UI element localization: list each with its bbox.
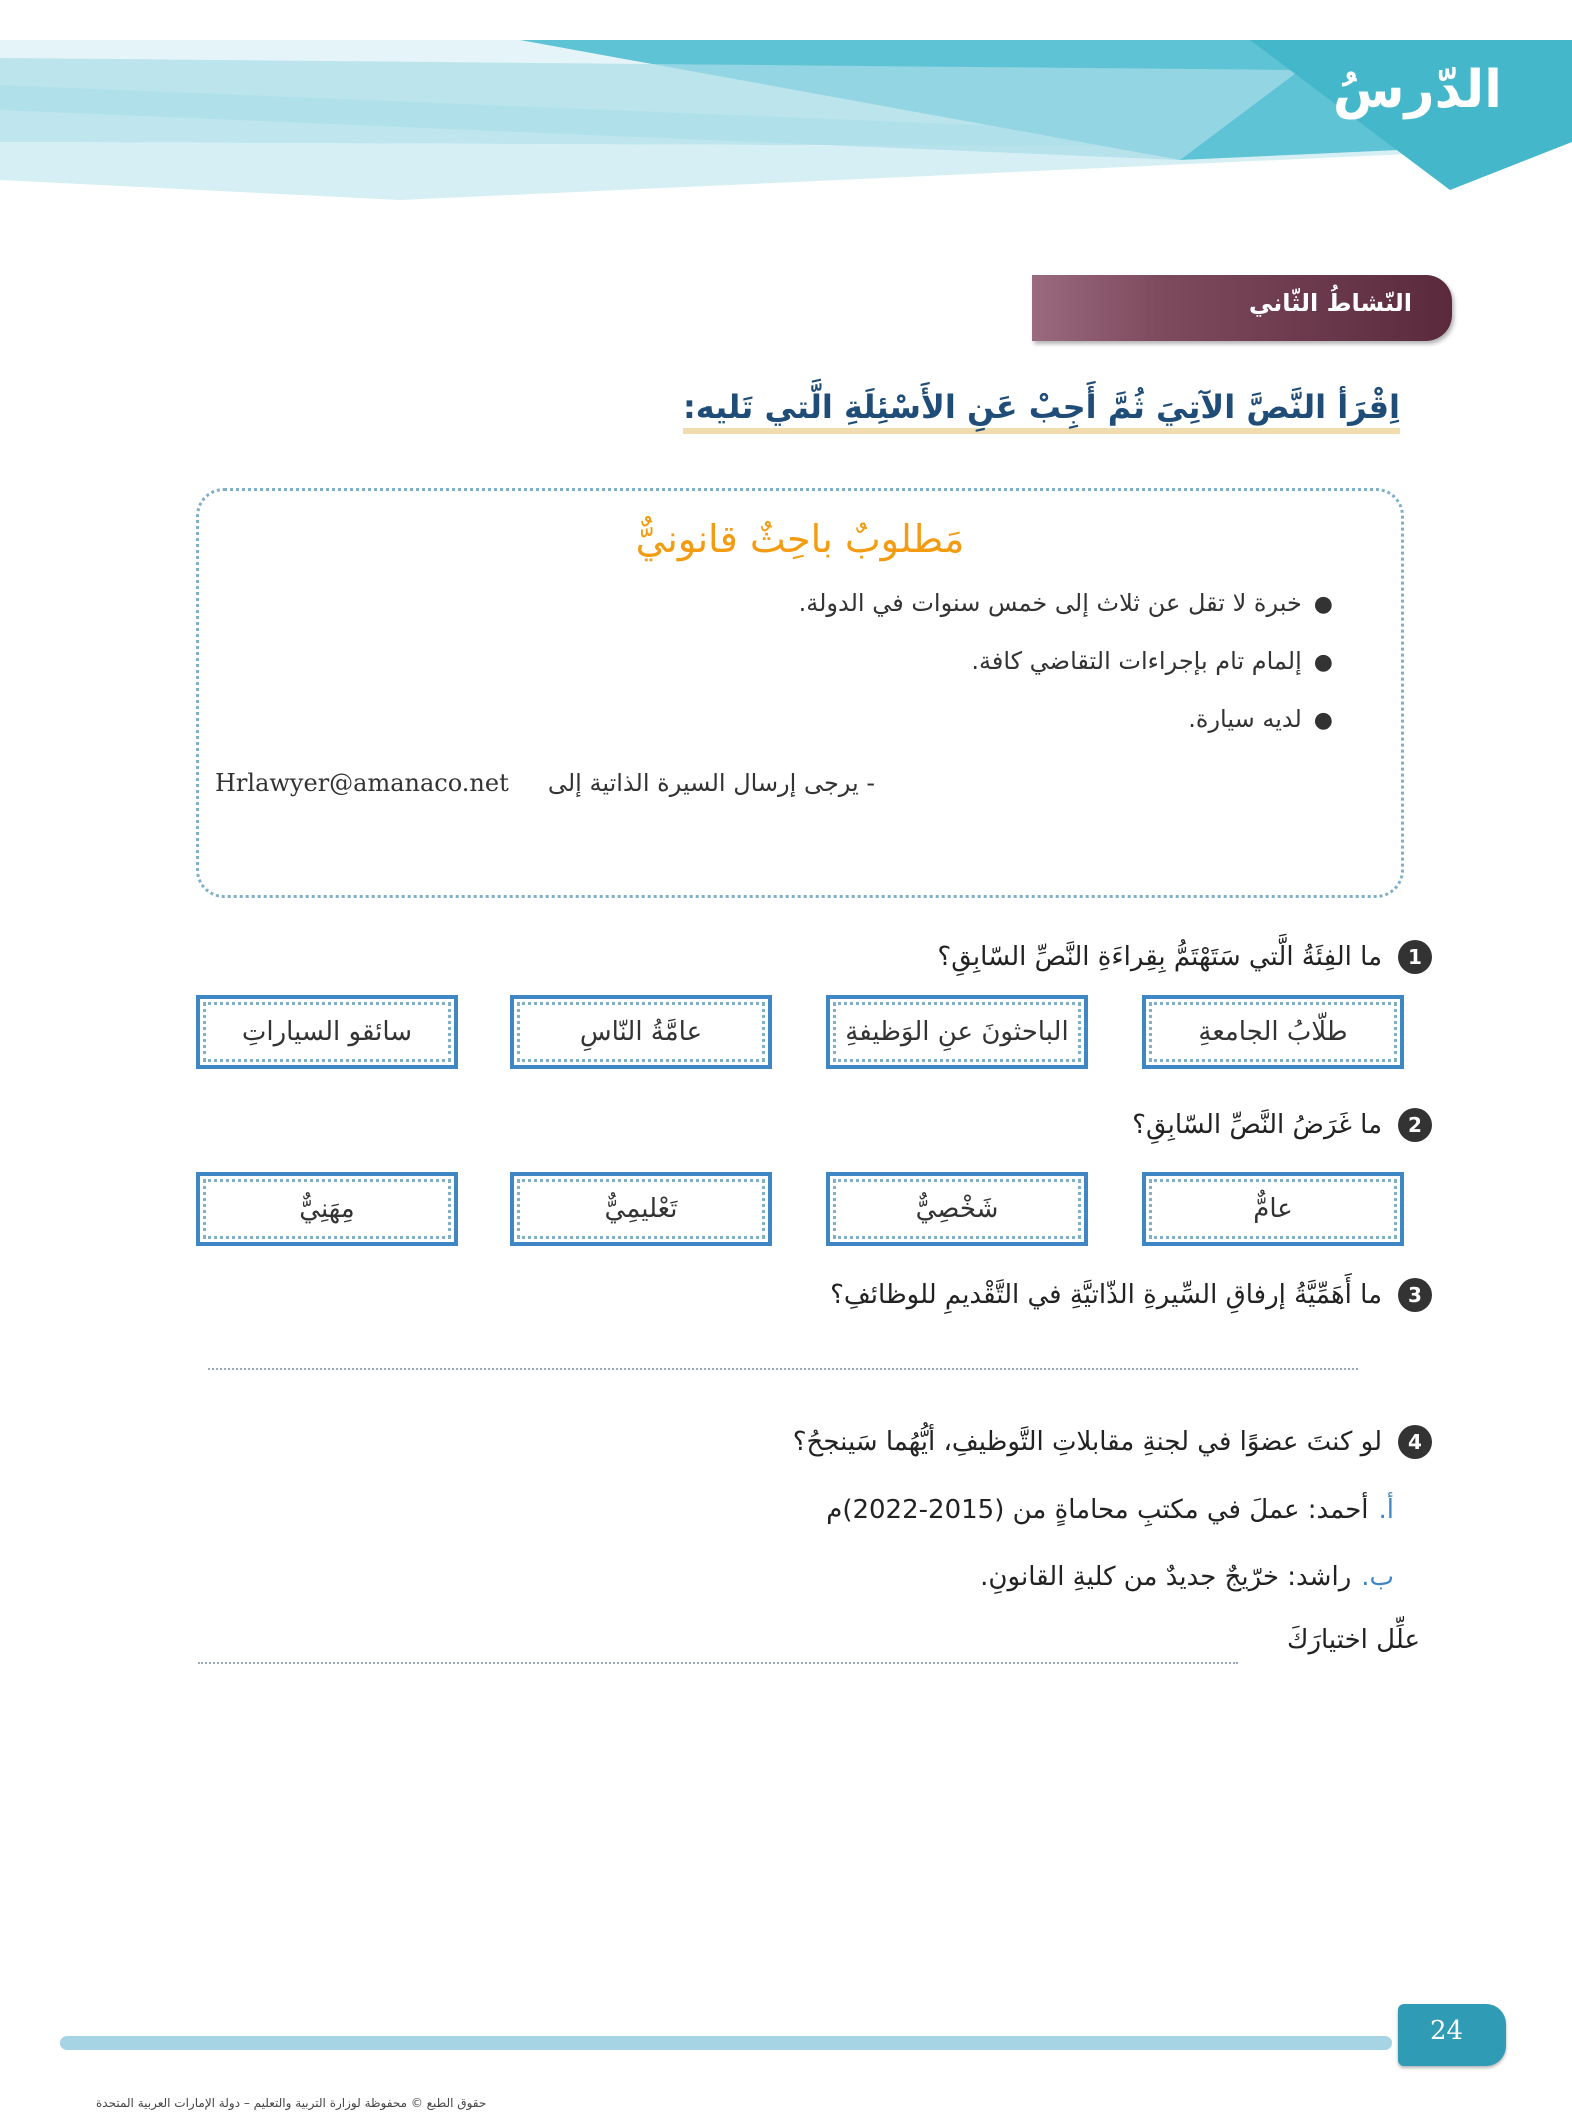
bullet-icon: ● bbox=[1313, 650, 1333, 675]
option-box[interactable]: الباحثونَ عنِ الوَظيفةِ bbox=[826, 995, 1088, 1069]
activity-tab bbox=[1032, 275, 1452, 341]
option-box[interactable]: سائقو السياراتِ bbox=[196, 995, 458, 1069]
activity-label: النّشاطُ الثّاني bbox=[1248, 289, 1412, 317]
bullet-icon: ● bbox=[1313, 592, 1333, 617]
reason-prompt: علِّل اختيارَكَ bbox=[1287, 1625, 1420, 1655]
choice-label: ب. bbox=[1361, 1562, 1394, 1592]
question-4 bbox=[793, 1425, 1432, 1459]
ad-item: ●خبرة لا تقل عن ثلاث إلى خمس سنوات في الدولة. bbox=[798, 589, 1333, 617]
choice-text: راشد: خرّيجٌ جديدٌ من كليةِ القانونِ. bbox=[980, 1562, 1352, 1592]
question-number-badge: 2 bbox=[1398, 1108, 1432, 1142]
ad-title: مَطلوبٌ باحِثٌ قانونيٌّ bbox=[635, 517, 965, 561]
choice-text: أحمد: عملَ في مكتبِ محاماةٍ من (2015-2022)م bbox=[826, 1495, 1369, 1525]
page-number: 24 bbox=[1430, 2016, 1464, 2046]
option-box[interactable]: عامَّةُ النّاسِ bbox=[510, 995, 772, 1069]
option-box[interactable]: تَعْليمِيٌّ bbox=[510, 1172, 772, 1246]
question-2 bbox=[1132, 1108, 1432, 1142]
ad-email[interactable]: Hrlawyer@amanaco.net bbox=[215, 769, 509, 797]
question-text: ما غَرَضُ النَّصِّ السّابِقِ؟ bbox=[1132, 1110, 1382, 1140]
question-text: لو كنتَ عضوًا في لجنةِ مقابلاتِ التَّوظيفِ، أيُّهُما سَينجحُ؟ bbox=[792, 1427, 1382, 1457]
question-text: ما أَهَمِّيَّةُ إرفاقِ السِّيرةِ الذّاتيَّةِ في التَّقْديمِ للوظائفِ؟ bbox=[830, 1280, 1382, 1310]
question-number-badge: 1 bbox=[1398, 940, 1432, 974]
choice-a bbox=[826, 1495, 1394, 1525]
option-box[interactable]: مِهَنِيٌّ bbox=[196, 1172, 458, 1246]
ad-item: ●إلمام تام بإجراءات التقاضي كافة. bbox=[971, 647, 1333, 675]
question-number-badge: 3 bbox=[1398, 1278, 1432, 1312]
question-3 bbox=[830, 1278, 1432, 1312]
option-box[interactable]: عامٌّ bbox=[1142, 1172, 1404, 1246]
footer-bar bbox=[60, 2036, 1392, 2050]
choice-b bbox=[980, 1562, 1394, 1592]
option-box[interactable]: طلّابُ الجامعةِ bbox=[1142, 995, 1404, 1069]
ad-note: - يرجى إرسال السيرة الذاتية إلى bbox=[547, 769, 875, 797]
question-number-badge: 4 bbox=[1398, 1425, 1432, 1459]
bullet-icon: ● bbox=[1313, 708, 1333, 733]
copyright-text: حقوق الطبع © محفوظة لوزارة التربية والتعليم – دولة الإمارات العربية المتحدة bbox=[96, 2096, 487, 2110]
answer-line[interactable] bbox=[198, 1662, 1238, 1664]
answer-line[interactable] bbox=[208, 1368, 1358, 1370]
ad-item: ●لديه سيارة. bbox=[1188, 705, 1333, 733]
choice-label: أ. bbox=[1378, 1495, 1394, 1525]
instruction-text: اِقْرَأ النَّصَّ الآتِيَ ثُمَّ أَجِبْ عَنِ الأَسْئِلَةِ الَّتي تَليه: bbox=[683, 388, 1400, 434]
question-text: ما الفِئَةُ الَّتي سَتَهْتَمُّ بِقِراءَةِ النَّصِّ السّابِقِ؟ bbox=[937, 942, 1382, 972]
option-box[interactable]: شَخْصِيٌّ bbox=[826, 1172, 1088, 1246]
lesson-title: الدّرسُ bbox=[1332, 60, 1502, 120]
question-1 bbox=[937, 940, 1432, 974]
job-ad-box bbox=[196, 488, 1404, 898]
